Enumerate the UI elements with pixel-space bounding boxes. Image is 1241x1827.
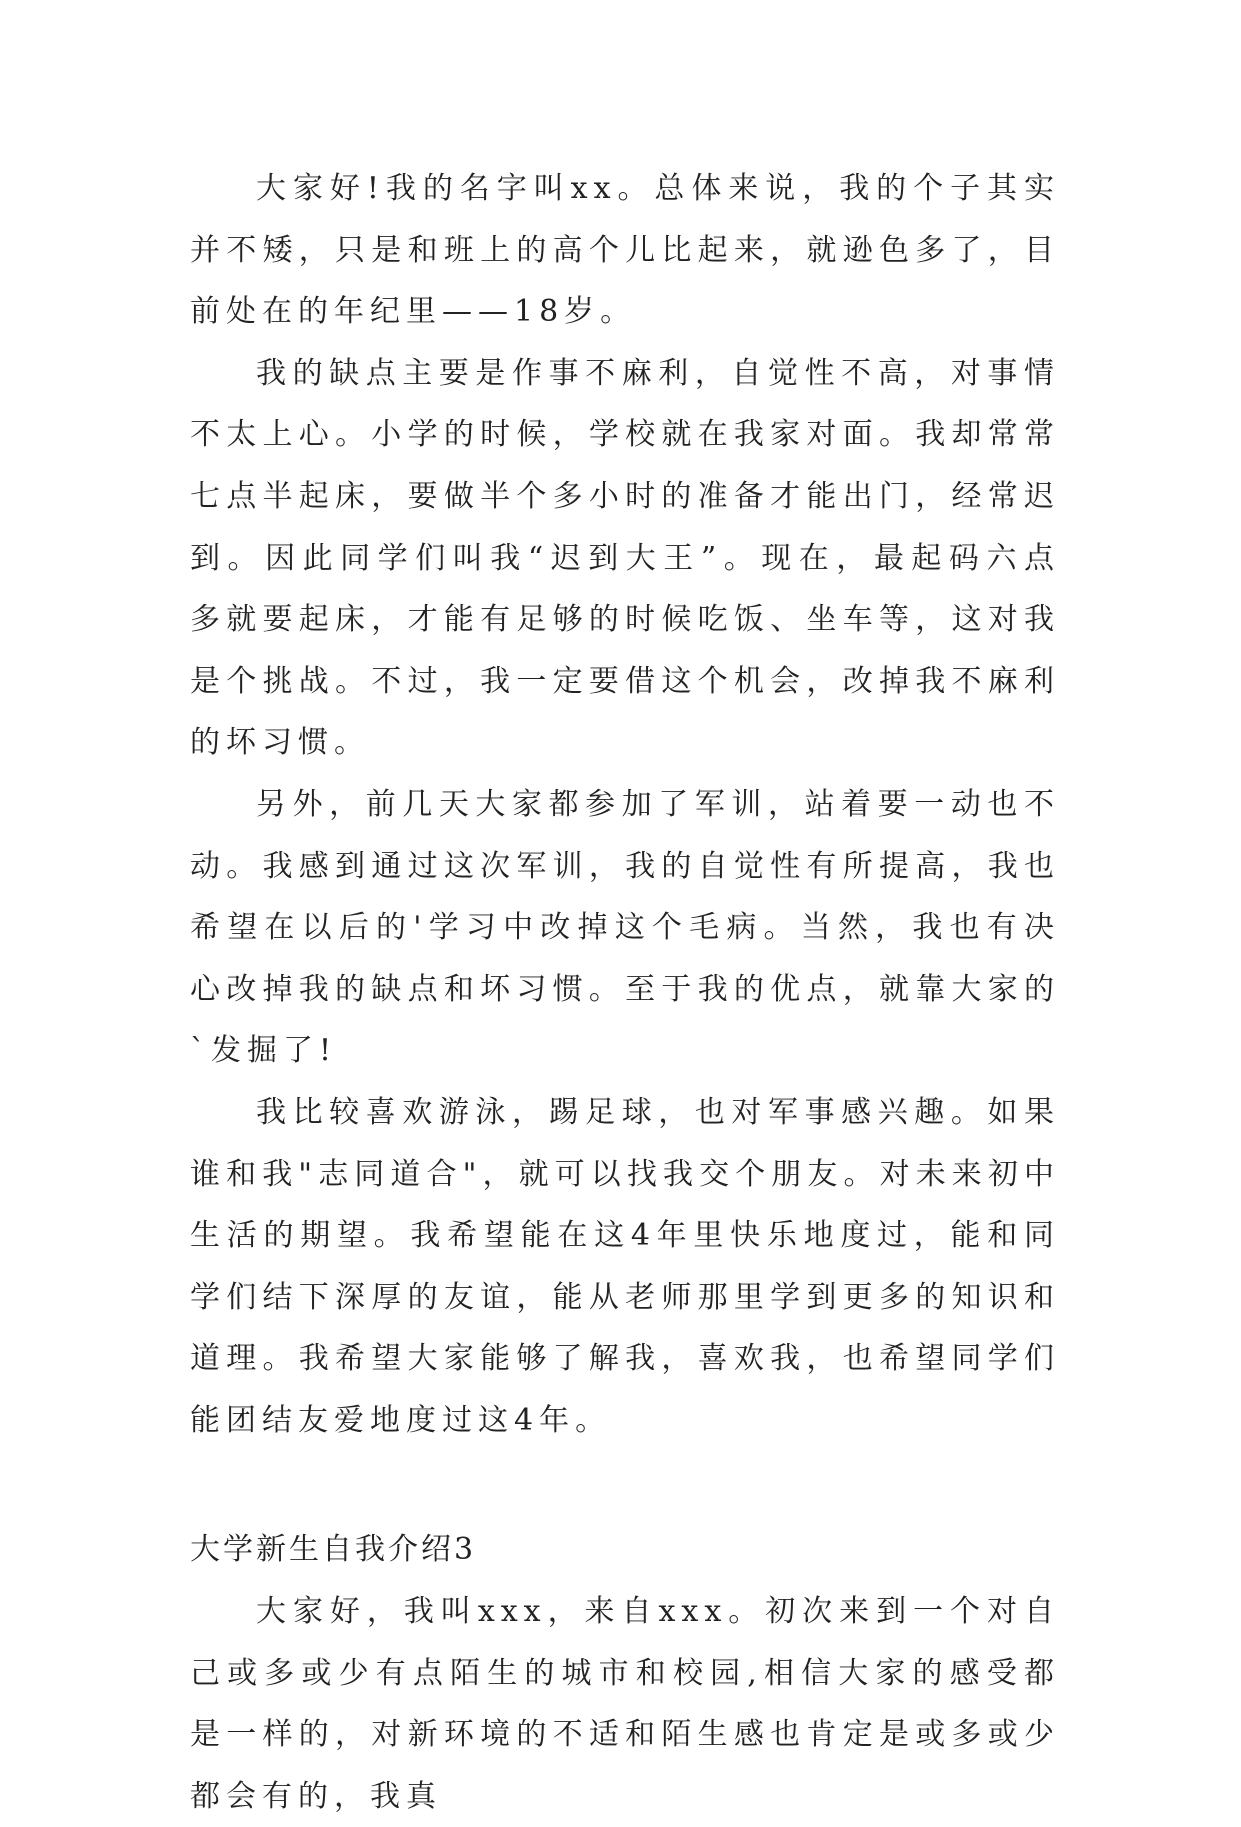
paragraph-intro: 大家好!我的名字叫xx。总体来说，我的个子其实并不矮，只是和班上的高个儿比起来，就逊色多了，目前处在的年纪里——18岁。 <box>190 171 1060 330</box>
section-heading: 大学新生自我介绍3 <box>190 1532 477 1568</box>
paragraph-section3-intro: 大家好，我叫xxx，来自xxx。初次来到一个对自己或多或少有点陌生的城市和校园,相信大家的感受都是一样的，对新环境的不适和陌生感也肯定是或多或少都会有的，我真 <box>190 1594 1060 1814</box>
paragraph-shortcomings: 我的缺点主要是作事不麻利，自觉性不高，对事情不太上心。小学的时候，学校就在我家对面。我却常常七点半起床，要做半个多小时的准备才能出门，经常迟到。因此同学们叫我“迟到大王”。现在，最起码六点多就要起床，才能有足够的时候吃饭、坐车等，这对我是个挑战。不过，我一定要借这个机会，改掉我不麻利的坏习惯。 <box>190 355 1060 761</box>
paragraph-hobbies: 我比较喜欢游泳，踢足球，也对军事感兴趣。如果谁和我"志同道合"，就可以找我交个朋友。对未来初中生活的期望。我希望能在这4年里快乐地度过，能和同学们结下深厚的友谊，能从老师那里学到更多的知识和道理。我希望大家能够了解我，喜欢我，也希望同学们能团结友爱地度过这4年。 <box>190 1094 1060 1438</box>
paragraph-military-training: 另外，前几天大家都参加了军训，站着要一动也不动。我感到通过这次军训，我的自觉性有所提高，我也希望在以后的'学习中改掉这个毛病。当然，我也有决心改掉我的缺点和坏习惯。至于我的优点，就靠大家的`发掘了! <box>190 786 1060 1069</box>
document-body <box>190 158 1060 1827</box>
